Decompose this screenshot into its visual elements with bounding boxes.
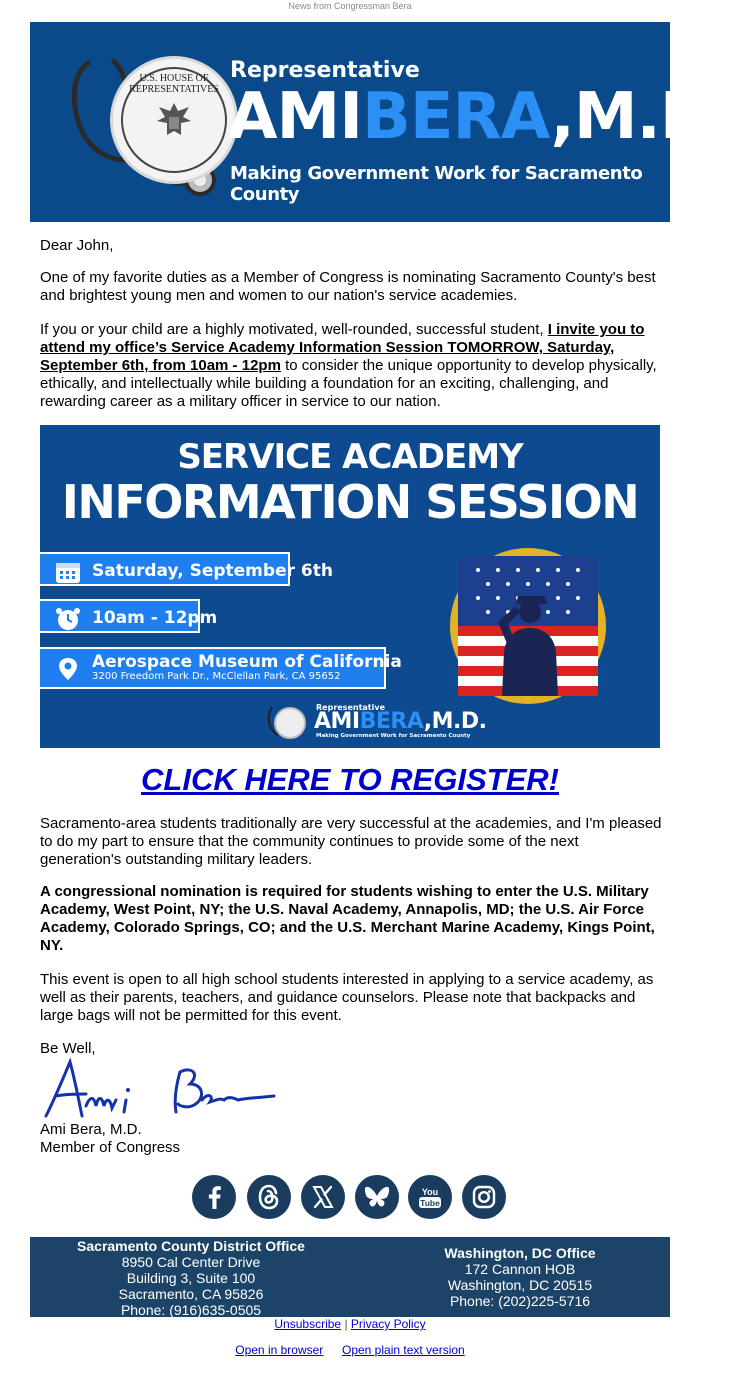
saluting-soldier-medal	[450, 548, 606, 704]
name-suffix: ,M.D.	[550, 80, 735, 154]
rep-label: Representative	[230, 58, 420, 83]
paragraph-2-start: If you or your child are a highly motivated, well-rounded, successful student,	[40, 321, 548, 338]
event-address: 3200 Freedom Park Dr., McClellan Park, CA 95652	[92, 671, 341, 682]
event-time-pill	[40, 599, 218, 633]
paragraph-1: One of my favorite duties as a Member of Congress is nominating Sacramento County's best and brightest young men and women to our nation's service academies.	[40, 269, 656, 304]
district-office-line3: Sacramento, CA 95826	[118, 1286, 264, 1302]
alarm-clock-icon	[54, 607, 82, 631]
invite-link[interactable]: I invite you to attend my office’s Service Academy Information Session TOMORROW, Saturday, September 6th, from 10am - 12pm	[40, 321, 645, 374]
eagle-icon	[151, 97, 197, 143]
header-banner	[30, 22, 735, 222]
register-cta	[0, 762, 700, 798]
paragraph-3: Sacramento-area students traditionally are very successful at the academies, and I'm pleased to do my part to ensure that the community continues to provide some of the next generation's outstanding military leaders.	[40, 815, 662, 868]
footer-offices	[30, 1237, 670, 1317]
district-office-line1: 8950 Cal Center Drive	[121, 1254, 261, 1270]
event-venue-pill	[40, 647, 402, 689]
rep-name	[228, 82, 735, 152]
bluesky-icon[interactable]	[355, 1175, 399, 1219]
seal-text: U.S. HOUSE OF REPRESENTATIVES	[129, 73, 219, 95]
open-in-browser-link[interactable]: Open in browser	[235, 1343, 324, 1357]
district-office-phone: Phone: (916)635-0505	[120, 1302, 262, 1318]
event-logo-rep: Representative	[316, 703, 385, 712]
dc-office	[420, 1245, 620, 1309]
dc-office-title: Washington, DC Office	[444, 1245, 596, 1261]
event-date: Saturday, September 6th	[92, 561, 333, 581]
link-separator: |	[344, 1317, 348, 1331]
dc-office-phone: Phone: (202)225-5716	[449, 1293, 591, 1309]
calendar-icon	[54, 560, 82, 584]
register-link[interactable]: CLICK HERE TO REGISTER!	[141, 762, 559, 797]
district-office-line2: Building 3, Suite 100	[126, 1270, 256, 1286]
district-office	[60, 1238, 322, 1318]
privacy-policy-link[interactable]: Privacy Policy	[350, 1317, 426, 1331]
house-seal-logo	[110, 56, 238, 184]
dc-office-line2: Washington, DC 20515	[447, 1277, 593, 1293]
us-flag-soldier-icon	[458, 556, 598, 696]
paragraph-2	[40, 321, 662, 411]
district-office-title: Sacramento County District Office	[77, 1238, 305, 1254]
svg-text:Tube: Tube	[420, 1198, 440, 1208]
footer-links-row1	[0, 1317, 700, 1331]
paragraph-4-nomination: A congressional nomination is required for students wishing to enter the U.S. Military Academy, West Point, NY; the U.S. Naval Academy, Annapolis, MD; the U.S. Air Force Academy, Colorado Springs, CO; and the U.S. Merchant Marine Academy, Kings Point, NY.	[40, 883, 655, 954]
youtube-icon[interactable]	[408, 1175, 452, 1219]
x-icon[interactable]	[301, 1175, 345, 1219]
event-time: 10am - 12pm	[92, 608, 218, 628]
footer-links-row2	[0, 1343, 700, 1357]
event-title-line1: SERVICE ACADEMY	[177, 437, 523, 477]
facebook-icon[interactable]	[192, 1175, 236, 1219]
mini-seal-icon	[264, 703, 308, 743]
paragraph-5: This event is open to all high school students interested in applying to a service academy, as well as their parents, teachers, and guidance counselors. Please note that backpacks and large bags will not be permitted for this event.	[40, 971, 654, 1024]
open-plain-text-link[interactable]: Open plain text version	[341, 1343, 465, 1357]
paragraph-2-end: to consider the unique opportunity to develop physically, ethically, and intellectually while building a foundation for an exciting, challenging, and rewarding career as a military officer in service to our nation.	[40, 357, 657, 410]
location-pin-icon	[54, 657, 82, 681]
instagram-icon[interactable]	[462, 1175, 506, 1219]
event-logo-first: AMI	[314, 709, 360, 734]
preheader-text: News from Congressman Bera	[288, 1, 412, 11]
greeting: Dear John,	[40, 237, 114, 254]
svg-text:You: You	[421, 1187, 439, 1197]
closing: Be Well,	[40, 1040, 96, 1057]
event-date-pill	[40, 552, 333, 586]
event-title-line2: INFORMATION SESSION	[61, 475, 639, 529]
dc-office-line1: 172 Cannon HOB	[464, 1261, 576, 1277]
event-venue: Aerospace Museum of California	[92, 652, 402, 672]
unsubscribe-link[interactable]: Unsubscribe	[274, 1317, 342, 1331]
event-logo-name	[314, 709, 487, 734]
event-logo-last: BERA	[359, 709, 424, 734]
tagline: Making Government Work for Sacramento County	[230, 163, 643, 205]
signature-name: Ami Bera, M.D.	[40, 1121, 142, 1138]
threads-icon[interactable]	[247, 1175, 291, 1219]
handwritten-signature	[42, 1056, 282, 1122]
event-flyer-image[interactable]	[40, 425, 660, 748]
name-first: AMI	[228, 80, 363, 154]
name-last: BERA	[362, 80, 551, 154]
signature-title: Member of Congress	[40, 1139, 181, 1156]
event-logo-tagline: Making Government Work for Sacramento County	[316, 733, 471, 739]
event-logo-suffix: ,M.D.	[423, 709, 487, 734]
